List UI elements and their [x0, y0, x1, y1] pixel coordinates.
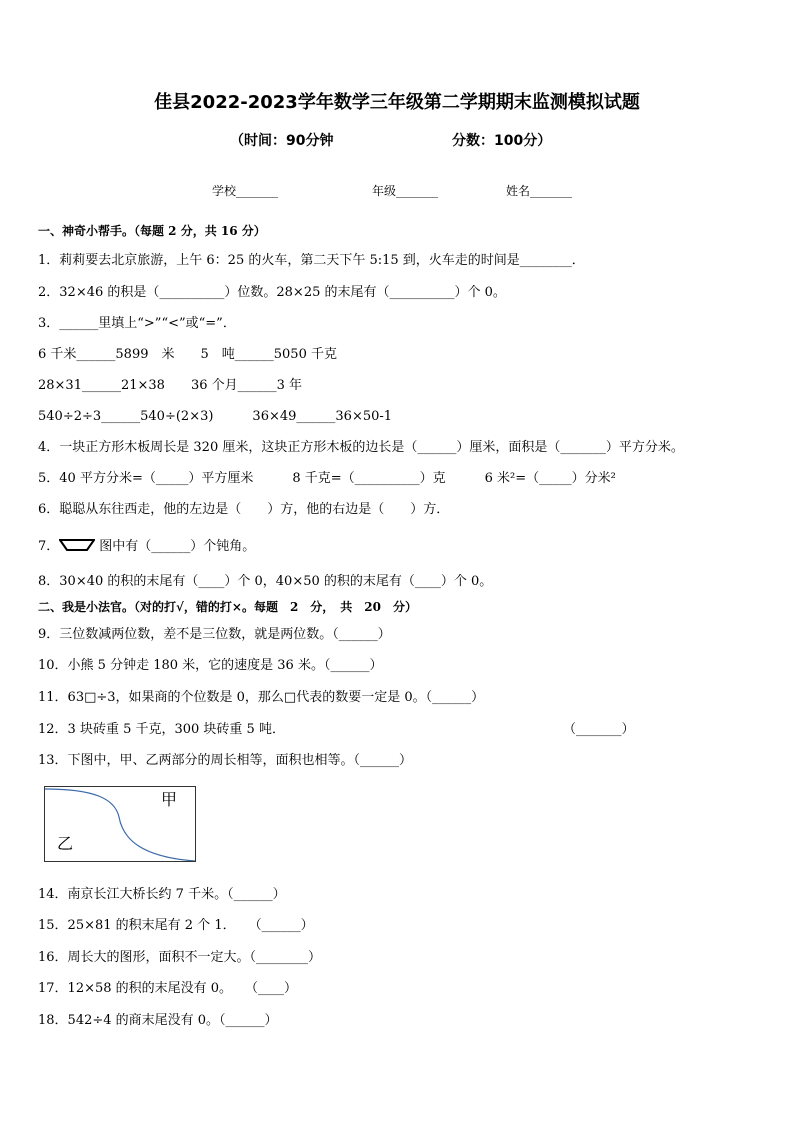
question-2: 2．32×46 的积是（__________）位数。28×25 的末尾有（__________）个 0。 [38, 285, 506, 300]
question-16: 16．周长大的图形，面积不一定大。（________） [38, 950, 322, 965]
grade-field: 年级_______ [372, 184, 439, 198]
question-6: 6．聪聪从东往西走，他的左边是（ ）方，他的右边是（ ）方． [38, 502, 450, 517]
question-4: 4．一块正方形木板周长是 320 厘米，这块正方形木板的边长是（______）厘米，面积是（_______）平方分米。 [38, 440, 684, 455]
trapezoid-icon [59, 538, 95, 556]
question-3-row-2: 28×31______21×38 36 个月______3 年 [38, 378, 303, 393]
question-7-number: 7． [38, 539, 60, 554]
question-17: 17．12×58 的积的末尾没有 0。 （____） [38, 981, 298, 996]
section-heading-2: 二、我是小法官。（对的打√，错的打×。每题 2 分， 共 20 分） [38, 600, 417, 614]
question-1: 1．莉莉要去北京旅游，上午 6：25 的火车，第二天下午 5:15 到，火车走的时间是________． [38, 253, 585, 268]
question-12-answer: （_______） [563, 722, 635, 737]
exam-time: （时间：90分钟 [230, 133, 334, 149]
question-3-row-1: 6 千米______5899 米 5 吨______5050 千克 [38, 347, 337, 362]
question-3: 3．______里填上“>”“<”或“=”． [38, 316, 236, 331]
question-9: 9．三位数减两位数，差不是三位数，就是两位数。（______） [38, 627, 391, 642]
question-7 [38, 535, 255, 556]
exam-score: 分数：100分） [452, 133, 552, 149]
question-15: 15．25×81 的积末尾有 2 个 1． （______） [38, 918, 314, 933]
region-jia-label: 甲 [161, 790, 178, 809]
question-7-text: 图中有（______）个钝角。 [99, 539, 256, 554]
question-5: 5．40 平方分米=（_____）平方厘米 8 千克=（__________）克 6 米²=（_____）分米² [38, 471, 616, 486]
name-field: 姓名_______ [506, 184, 573, 198]
question-13-diagram [44, 786, 196, 862]
question-12: 12．3 块砖重 5 千克，300 块砖重 5 吨． [38, 722, 285, 737]
question-14: 14．南京长江大桥长约 7 千米。（______） [38, 887, 286, 902]
question-13: 13．下图中，甲、乙两部分的周长相等，面积也相等。（______） [38, 753, 413, 768]
question-18: 18．542÷4 的商末尾没有 0。（______） [38, 1013, 278, 1028]
question-8: 8．30×40 的积的末尾有（____）个 0，40×50 的积的末尾有（____）个 0。 [38, 574, 493, 589]
section-heading-1: 一、神奇小帮手。（每题 2 分，共 16 分） [38, 224, 266, 238]
region-yi-label: 乙 [57, 834, 74, 853]
question-10: 10．小熊 5 分钟走 180 米，它的速度是 36 米。（______） [38, 658, 383, 673]
question-3-row-3: 540÷2÷3______540÷(2×3) 36×49______36×50-1 [38, 409, 393, 424]
school-field: 学校_______ [212, 184, 279, 198]
question-11: 11．63□÷3，如果商的个位数是 0，那么□代表的数要一定是 0。（______） [38, 690, 485, 705]
page-title: 佳县2022-2023学年数学三年级第二学期期末监测模拟试题 [154, 92, 640, 113]
